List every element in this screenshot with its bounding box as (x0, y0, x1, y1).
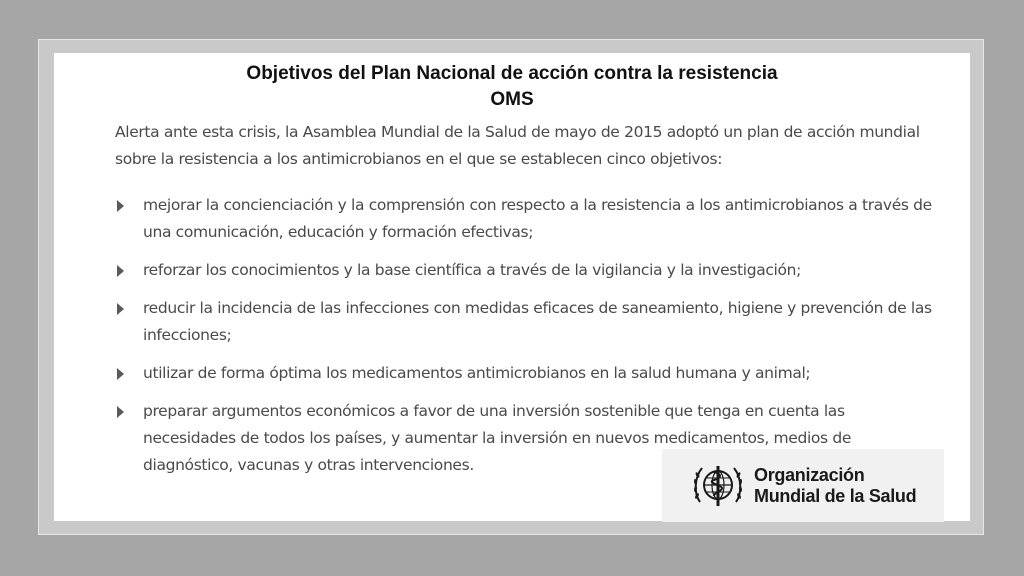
objective-item (115, 192, 935, 246)
who-logo-line1: Organización (754, 464, 865, 485)
objectives-list (115, 192, 935, 479)
objective-text: utilizar de forma óptima los medicamentos antimicrobianos en la salud humana y animal; (143, 364, 811, 382)
triangle-right-icon (117, 368, 124, 380)
who-emblem-icon (690, 458, 746, 514)
triangle-right-icon (117, 200, 124, 212)
intro-paragraph: Alerta ante esta crisis, la Asamblea Mundial de la Salud de mayo de 2015 adoptó un plan de acción mundial sobre la resistencia a los antimicrobianos en el que se establecen cinco objetivos: (115, 123, 920, 168)
objective-item (115, 360, 935, 387)
slide-title-line2: OMS (490, 89, 534, 110)
triangle-right-icon (117, 265, 124, 277)
who-logo-line2: Mundial de la Salud (754, 485, 917, 506)
who-logo-text (754, 465, 916, 507)
objective-text: preparar argumentos económicos a favor de una inversión sostenible que tenga en cuenta las necesidades de todos los países, y aumentar la inversión en nuevos medicamentos, medios de diagnóstico, vacunas y otras intervenciones. (143, 402, 852, 474)
slide (54, 53, 970, 521)
objective-item (115, 257, 935, 284)
slide-title (54, 61, 970, 113)
triangle-right-icon (117, 303, 124, 315)
slide-title-line1: Objetivos del Plan Nacional de acción contra la resistencia (246, 63, 778, 84)
who-logo (662, 449, 944, 522)
objective-text: reducir la incidencia de las infecciones con medidas eficaces de saneamiento, higiene y prevención de las infecciones; (143, 299, 932, 344)
objective-text: reforzar los conocimientos y la base científica a través de la vigilancia y la investigación; (143, 261, 801, 279)
objective-item (115, 295, 935, 349)
triangle-right-icon (117, 406, 124, 418)
objective-text: mejorar la concienciación y la comprensión con respecto a la resistencia a los antimicrobianos a través de una comunicación, educación y formación efectivas; (143, 196, 932, 241)
